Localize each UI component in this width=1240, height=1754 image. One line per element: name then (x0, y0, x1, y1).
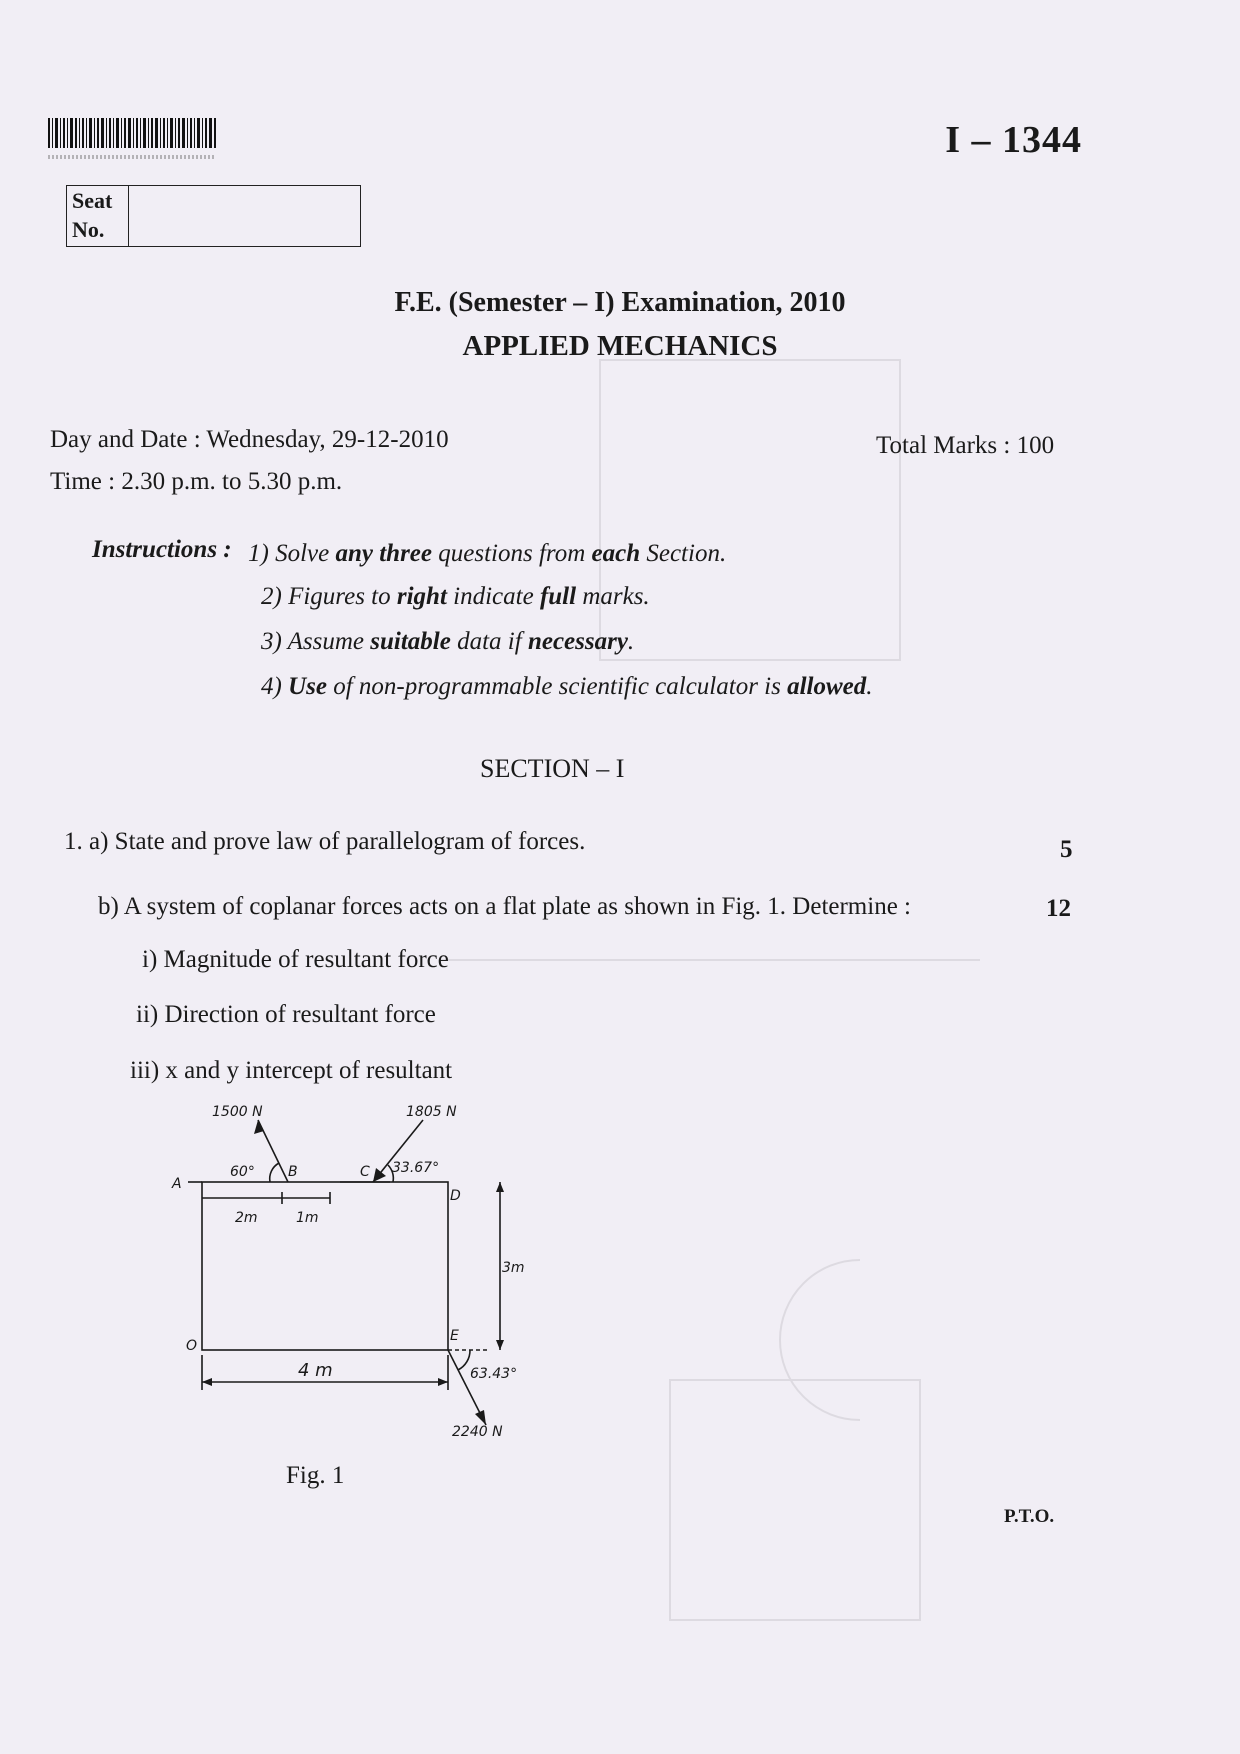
figure-1-diagram (150, 1100, 580, 1470)
dim-4m-label: 4 m (298, 1360, 333, 1381)
angle-arc-63 (458, 1350, 470, 1370)
dim-3m-label: 3m (502, 1260, 525, 1276)
question-1b-part-ii: ii) Direction of resultant force (136, 1001, 436, 1028)
figure-1-caption: Fig. 1 (286, 1462, 345, 1489)
label-60: 60° (230, 1164, 255, 1180)
question-1b-part-i: i) Magnitude of resultant force (142, 946, 449, 973)
instructions-label: Instructions : (92, 536, 232, 563)
dim-2m-label: 2m (235, 1210, 258, 1226)
force-1805n-arrowhead (373, 1168, 386, 1182)
instruction-item: 1) Solve any three questions from each Section. (248, 540, 727, 567)
barcode (48, 118, 216, 152)
label-1500n: 1500 N (212, 1104, 263, 1120)
subject-title: APPLIED MECHANICS (462, 330, 778, 362)
seat-number-label: Seat No. (67, 186, 129, 246)
question-1a-marks: 5 (1060, 836, 1073, 863)
total-marks: Total Marks : 100 (876, 432, 1055, 459)
point-o: O (186, 1338, 198, 1354)
angle-arc-60 (270, 1163, 279, 1182)
point-c: C (360, 1164, 370, 1180)
exam-title: F.E. (Semester – I) Examination, 2010 (394, 287, 846, 318)
dim-1m-label: 1m (296, 1210, 319, 1226)
label-1805n: 1805 N (406, 1104, 457, 1120)
section-heading: SECTION – I (480, 754, 625, 783)
day-date: Day and Date : Wednesday, 29-12-2010 (50, 426, 449, 453)
barcode-subtext (48, 155, 216, 159)
force-1500n-arrowhead (254, 1120, 264, 1134)
seat-number-box[interactable] (66, 185, 361, 247)
point-e: E (450, 1328, 459, 1344)
force-2240n-arrowhead (475, 1410, 486, 1425)
question-1b-marks: 12 (1046, 895, 1071, 922)
pto-label: P.T.O. (1004, 1506, 1055, 1527)
instruction-item: 4) Use of non-programmable scientific calculator is allowed. (261, 673, 873, 700)
label-63: 63.43° (470, 1366, 518, 1382)
instruction-item: 2) Figures to right indicate full marks. (261, 583, 650, 610)
question-1b: b) A system of coplanar forces acts on a flat plate as shown in Fig. 1. Determine : (98, 893, 911, 920)
point-a: A (172, 1176, 182, 1192)
exam-time: Time : 2.30 p.m. to 5.30 p.m. (50, 468, 343, 495)
paper-code: I – 1344 (945, 119, 1082, 161)
point-b: B (288, 1164, 298, 1180)
question-1a: 1. a) State and prove law of parallelogram of forces. (64, 828, 586, 855)
point-d: D (450, 1188, 461, 1204)
instruction-item: 3) Assume suitable data if necessary. (261, 628, 635, 655)
label-2240n: 2240 N (452, 1424, 503, 1440)
plate (202, 1182, 448, 1350)
question-1b-part-iii: iii) x and y intercept of resultant (130, 1057, 453, 1084)
label-33: 33.67° (392, 1160, 440, 1176)
